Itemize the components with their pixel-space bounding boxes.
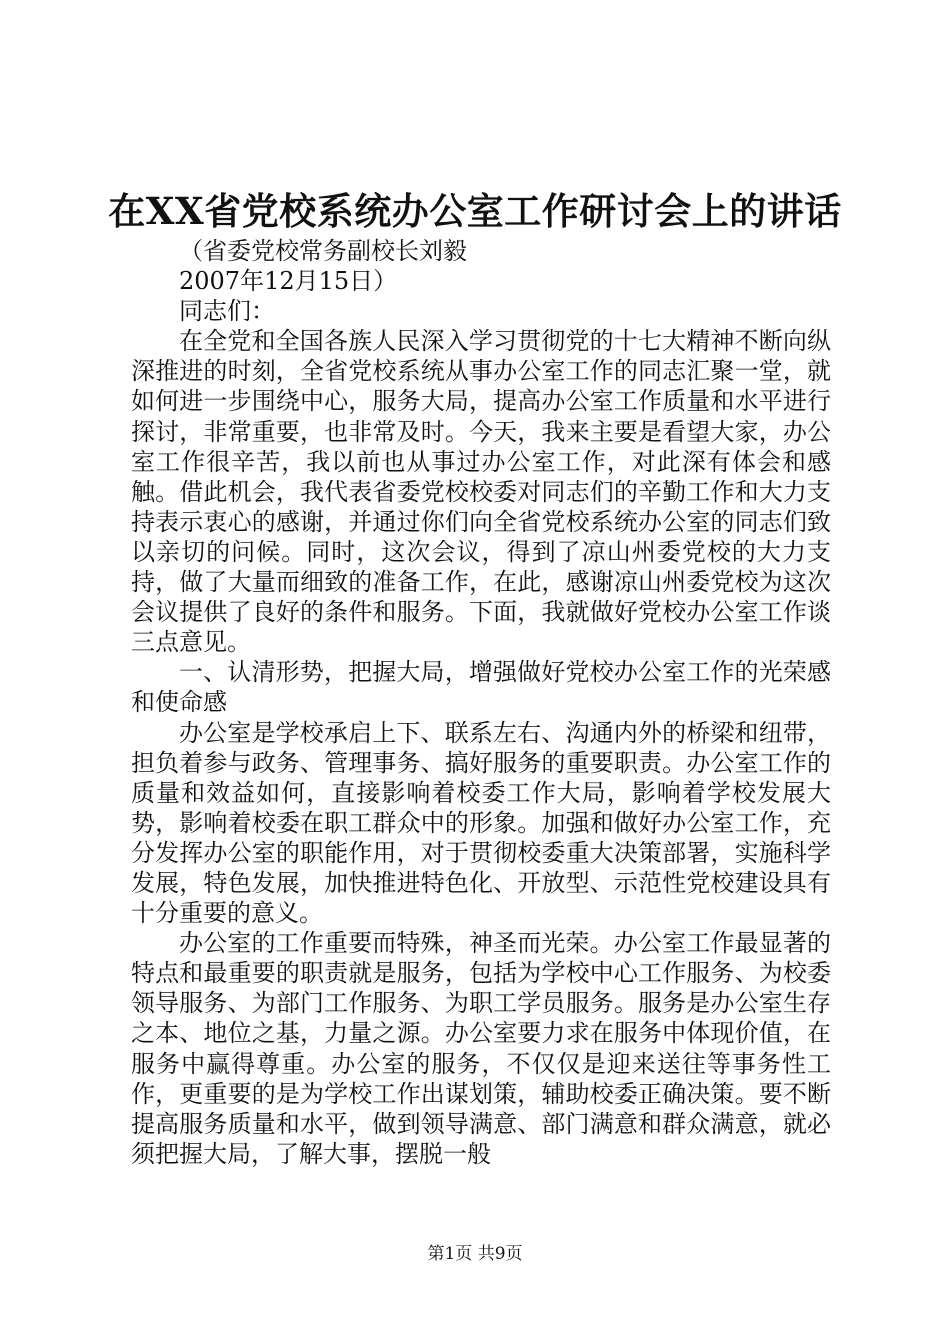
byline: （省委党校常务副校长刘毅 — [179, 237, 467, 265]
body-paragraph: 办公室是学校承启上下、联系左右、沟通内外的桥梁和纽带，担负着参与政务、管理事务、搞好服务的重要职责。办公室工作的质量和效益如何，直接影响着校委工作大局，影响着学校发展大势，影响着校委在职工群众中的形象。加强和做好办公室工作，充分发挥办公室的职能作用，对于贯彻校委重大决策部署，实施科学发展，特色发展，加快推进特色化、开放型、示范性党校建设具有十分重要的意义。 — [131, 718, 831, 928]
section-heading: 一、认清形势，把握大局，增强做好党校办公室工作的光荣感和使命感 — [131, 658, 831, 717]
document-body — [131, 236, 831, 1169]
salutation: 同志们： — [179, 297, 275, 326]
body-paragraph: 办公室的工作重要而特殊，神圣而光荣。办公室工作最显著的特点和最重要的职责就是服务，包括为学校中心工作服务、为校委领导服务、为部门工作服务、为职工学员服务。服务是办公室生存之本、地位之基，力量之源。办公室要力求在服务中体现价值，在服务中赢得尊重。办公室的服务，不仅仅是迎来送往等事务性工作，更重要的是为学校工作出谋划策，辅助校委正确决策。要不断提高服务质量和水平，做到领导满意、部门满意和群众满意，就必须把握大局，了解大事，摆脱一般 — [131, 929, 831, 1168]
document-title: 在XX省党校系统办公室工作研讨会上的讲话 — [108, 189, 842, 233]
body-paragraph: 在全党和全国各族人民深入学习贯彻党的十七大精神不断向纵深推进的时刻，全省党校系统从事办公室工作的同志汇聚一堂，就如何进一步围绕中心，服务大局，提高办公室工作质量和水平进行探讨，非常重要，也非常及时。今天，我来主要是看望大家，办公室工作很辛苦，我以前也从事过办公室工作，对此深有体会和感触。借此机会，我代表省委党校校委对同志们的辛勤工作和大力支持表示衷心的感谢，并通过你们向全省党校系统办公室的同志们致以亲切的问候。同时，这次会议，得到了凉山州委党校的大力支持，做了大量而细致的准备工作，在此，感谢凉山州委党校为这次会议提供了良好的条件和服务。下面，我就做好党校办公室工作谈三点意见。 — [131, 327, 831, 657]
page-number: 第1页 共9页 — [427, 1244, 523, 1264]
speech-date: 2007年12月15日） — [179, 267, 398, 296]
